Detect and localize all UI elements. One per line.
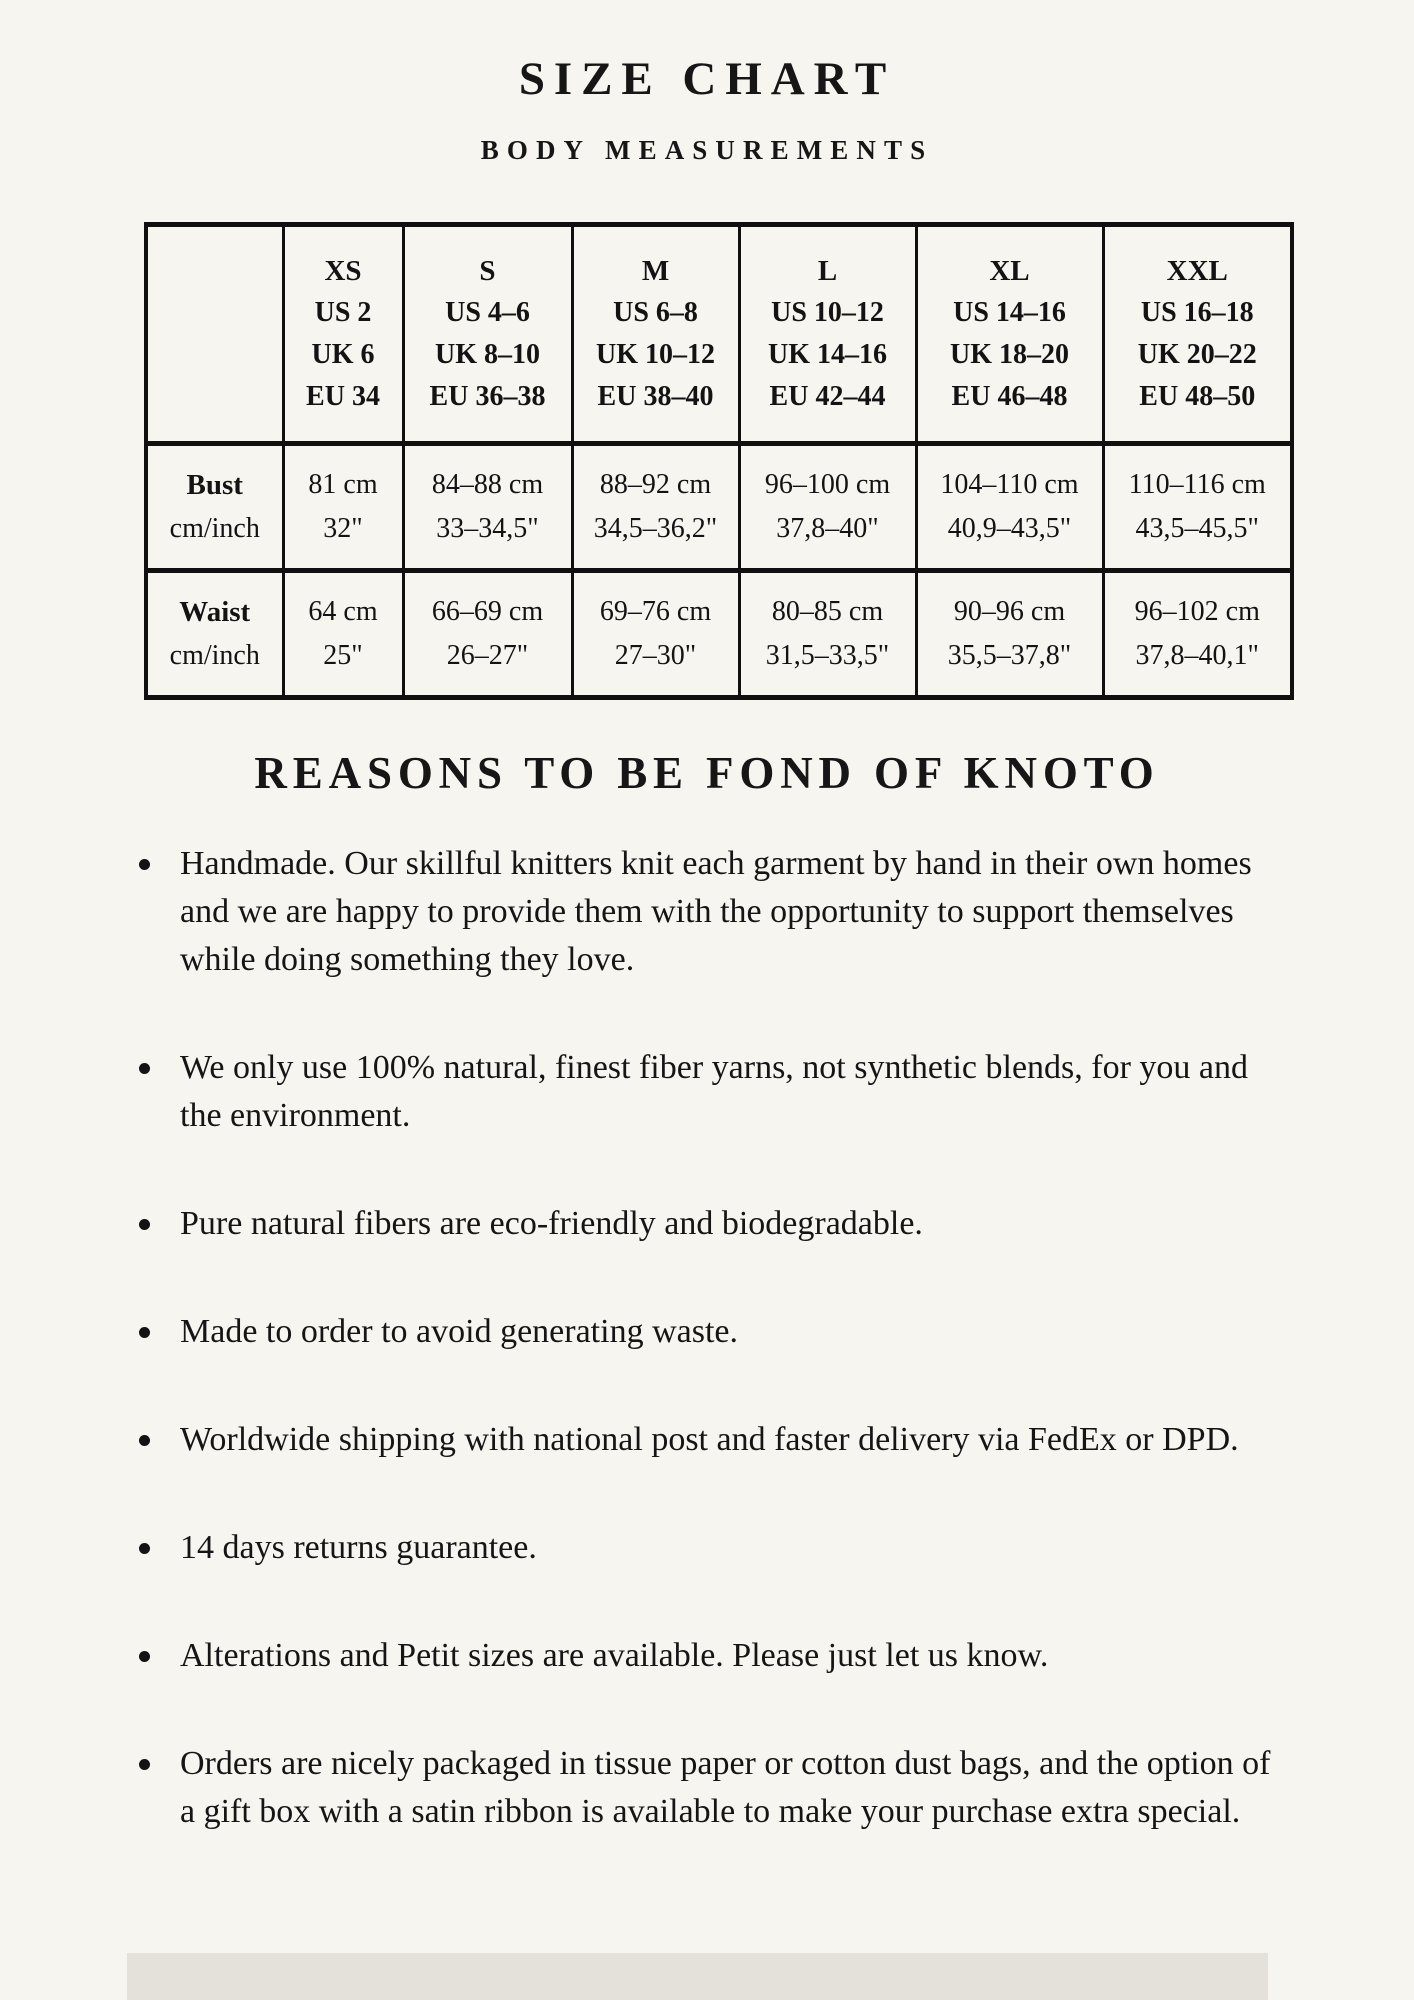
- measurement-cell: [283, 571, 403, 698]
- uk-size-label: UK 10–12: [596, 339, 715, 370]
- measurement-cell: [1103, 444, 1292, 571]
- cm-value: 81 cm: [308, 469, 378, 500]
- page-title: SIZE CHART: [518, 53, 896, 105]
- inch-value: 31,5–33,5": [765, 640, 890, 671]
- bullet-icon: [139, 1759, 150, 1770]
- inch-value: 26–27": [446, 640, 529, 671]
- inch-value: 32": [323, 513, 363, 544]
- size-name-label: S: [479, 255, 496, 287]
- bottom-strip: [127, 1953, 1268, 2000]
- size-chart-table: [144, 222, 1294, 700]
- measurement-cell: [1103, 571, 1292, 698]
- reason-item: [126, 1200, 1294, 1248]
- size-column-header-l: [739, 225, 916, 444]
- inch-value: 37,8–40,1": [1135, 640, 1259, 671]
- reason-text: Worldwide shipping with national post and faster delivery via FedEx or DPD.: [180, 1421, 1239, 1458]
- cm-value: 104–110 cm: [940, 469, 1079, 500]
- us-size-label: US 6–8: [613, 297, 698, 328]
- bullet-icon: [139, 1651, 150, 1662]
- reason-item: [126, 1416, 1294, 1464]
- measurement-cell: [916, 571, 1103, 698]
- page-subtitle: BODY MEASUREMENTS: [480, 135, 934, 165]
- reason-item: [126, 1632, 1294, 1680]
- size-name-label: XXL: [1166, 255, 1228, 287]
- reason-text: Orders are nicely packaged in tissue paper or cotton dust bags, and the option of a gift box with a satin ribbon is available to make your purchase extra special.: [180, 1745, 1271, 1830]
- size-name-label: XL: [989, 255, 1030, 287]
- reason-text: Handmade. Our skillful knitters knit each garment by hand in their own homes and we are happy to provide them with the opportunity to support themselves while doing something they love.: [180, 845, 1252, 978]
- uk-size-label: UK 20–22: [1137, 339, 1257, 370]
- eu-size-label: EU 42–44: [769, 381, 886, 412]
- measurement-cell: [739, 571, 916, 698]
- size-table-body: [146, 444, 1292, 698]
- bullet-icon: [139, 1219, 150, 1230]
- measurement-cell: [403, 571, 572, 698]
- inch-value: 34,5–36,2": [593, 513, 718, 544]
- eu-size-label: EU 46–48: [951, 381, 1068, 412]
- measurement-cell: [283, 444, 403, 571]
- us-size-label: US 10–12: [771, 297, 884, 328]
- us-size-label: US 14–16: [953, 297, 1066, 328]
- reasons-list: [126, 840, 1294, 1896]
- cm-value: 84–88 cm: [431, 469, 544, 500]
- reason-item: [126, 840, 1294, 984]
- reason-text: Made to order to avoid generating waste.: [180, 1313, 738, 1350]
- measurement-cell: [572, 571, 739, 698]
- inch-value: 35,5–37,8": [947, 640, 1072, 671]
- size-header-row: [146, 225, 1292, 444]
- reason-item: [126, 1308, 1294, 1356]
- cm-value: 80–85 cm: [771, 596, 884, 627]
- reason-item: [126, 1740, 1294, 1836]
- reason-text: 14 days returns guarantee.: [180, 1529, 537, 1566]
- cm-value: 88–92 cm: [599, 469, 712, 500]
- inch-value: 33–34,5": [436, 513, 539, 544]
- measurement-cell: [403, 444, 572, 571]
- size-name-label: XS: [324, 255, 362, 287]
- row-unit-label: cm/inch: [169, 513, 260, 544]
- row-unit-label: cm/inch: [169, 640, 260, 671]
- bullet-icon: [139, 1327, 150, 1338]
- eu-size-label: EU 34: [306, 381, 380, 412]
- size-column-header-xxl: [1103, 225, 1292, 444]
- cm-value: 66–69 cm: [431, 596, 544, 627]
- measurement-cell: [572, 444, 739, 571]
- eu-size-label: EU 36–38: [429, 381, 546, 412]
- cm-value: 90–96 cm: [953, 596, 1066, 627]
- inch-value: 43,5–45,5": [1135, 513, 1259, 544]
- reason-text: Alterations and Petit sizes are available. Please just let us know.: [180, 1637, 1049, 1674]
- row-label: Bust: [186, 469, 243, 501]
- size-column-header-m: [572, 225, 739, 444]
- size-name-label: L: [817, 255, 838, 287]
- us-size-label: US 16–18: [1140, 297, 1254, 328]
- inch-value: 25": [323, 640, 363, 671]
- uk-size-label: UK 14–16: [768, 339, 887, 370]
- cm-value: 69–76 cm: [599, 596, 712, 627]
- reasons-heading: REASONS TO BE FOND OF KNOTO: [254, 748, 1160, 798]
- size-column-header-xs: [283, 225, 403, 444]
- row-label: Waist: [179, 596, 251, 628]
- eu-size-label: EU 38–40: [597, 381, 714, 412]
- us-size-label: US 2: [314, 297, 372, 328]
- bullet-icon: [139, 1543, 150, 1554]
- inch-value: 27–30": [614, 640, 697, 671]
- reason-text: We only use 100% natural, finest fiber yarns, not synthetic blends, for you and the environment.: [180, 1049, 1249, 1134]
- measurement-cell: [916, 444, 1103, 571]
- uk-size-label: UK 6: [311, 339, 375, 370]
- bullet-icon: [139, 1435, 150, 1446]
- reason-item: [126, 1044, 1294, 1140]
- uk-size-label: UK 8–10: [435, 339, 540, 370]
- row-header-bust: [146, 444, 283, 571]
- cm-value: 96–102 cm: [1134, 596, 1260, 627]
- measurement-row-bust: [146, 444, 1292, 571]
- size-name-label: M: [641, 255, 670, 287]
- cm-value: 110–116 cm: [1128, 469, 1266, 500]
- cm-value: 64 cm: [308, 596, 378, 627]
- inch-value: 40,9–43,5": [947, 513, 1072, 544]
- measurement-cell: [739, 444, 916, 571]
- bullet-icon: [139, 859, 150, 870]
- row-header-waist: [146, 571, 283, 698]
- size-column-header-s: [403, 225, 572, 444]
- table-corner-cell: [146, 225, 283, 444]
- reason-item: [126, 1524, 1294, 1572]
- us-size-label: US 4–6: [445, 297, 530, 328]
- bullet-icon: [139, 1063, 150, 1074]
- uk-size-label: UK 18–20: [950, 339, 1069, 370]
- inch-value: 37,8–40": [776, 513, 879, 544]
- cm-value: 96–100 cm: [764, 469, 891, 500]
- size-column-header-xl: [916, 225, 1103, 444]
- eu-size-label: EU 48–50: [1139, 381, 1256, 412]
- reason-text: Pure natural fibers are eco-friendly and biodegradable.: [180, 1205, 923, 1242]
- measurement-row-waist: [146, 571, 1292, 698]
